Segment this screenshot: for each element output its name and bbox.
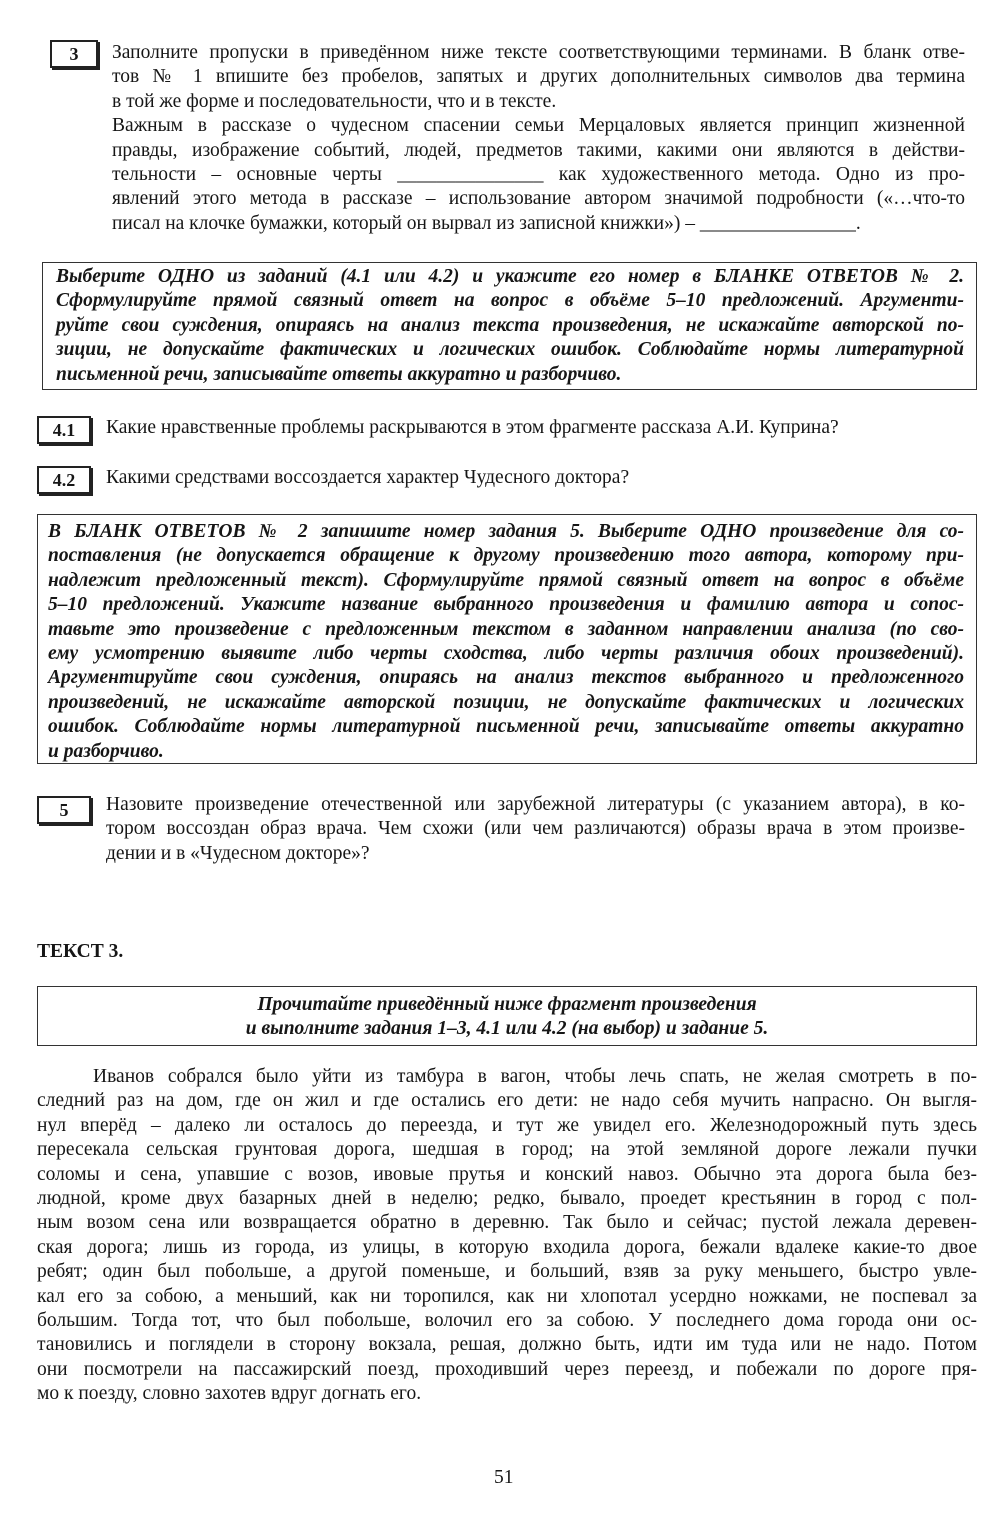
task-3-number-box: 3: [50, 40, 98, 68]
text-line: ошибок. Соблюдайте нормы литературной письменной речи, записывайте ответы аккуратно: [48, 716, 964, 738]
text-line: ным возом сена или возвращается обратно в деревню. Так было и сейчас; пустой лежала деревен-: [37, 1212, 977, 1234]
text-line: ская дорога; лишь из города, из улицы, в которую входила дорога, бежали вдалеке какие-то двое: [37, 1236, 977, 1258]
text-line: тавьте это произведение с предложенным текстом в заданном направлении анализа (по сво-: [48, 618, 964, 640]
text-line: нул вперёд – далеко ли осталось до переезда, и тут же увидел его. Железнодорожный путь здесь: [37, 1114, 977, 1136]
text-line: Сформулируйте прямой связный ответ на вопрос в объёме 5–10 предложений. Аргументи-: [56, 290, 964, 312]
text-line: людной, кроме двух базарных дней в неделю; редко, бывало, проедет крестьянин в город с пол-: [37, 1187, 977, 1209]
text-line: Выберите ОДНО из заданий (4.1 или 4.2) и укажите его номер в БЛАНКЕ ОТВЕТОВ № 2.: [56, 266, 964, 287]
text-line: они посмотрели на пассажирский поезд, проходивший через переезд, и побежали по дороге пря-: [37, 1358, 977, 1380]
text-line: Назовите произведение отечественной или зарубежной литературы (с указанием автора), в ко-: [106, 794, 965, 815]
text-line: тановились и поглядели в сторону вокзала, решая, должно быть, идти им туда или не надо. Потом: [37, 1334, 977, 1356]
text-line: произведений, не искажайте авторской позиции, не допускайте фактических и логических: [48, 691, 964, 713]
text-line: Прочитайте приведённый ниже фрагмент произведения: [257, 994, 757, 1015]
text-3-heading: ТЕКСТ 3.: [37, 941, 124, 962]
instructions-4-text: [56, 265, 964, 387]
text-line: соломы и сена, упавшие с возов, ивовые прутья и конский навоз. Обычно эта дорога была без-: [37, 1163, 977, 1185]
text-3-instruction: [37, 993, 977, 1042]
task-4-1-question: Какие нравственные проблемы раскрываются в этом фрагменте рассказа А.И. Куприна?: [106, 417, 839, 438]
text-line: дении и в «Чудесном докторе»?: [106, 842, 370, 864]
task-4-2-number-box: 4.2: [37, 466, 91, 494]
text-line: мо к поезду, словно захотев вдруг догнать его.: [37, 1383, 422, 1405]
text-line: зиции, не допускайте фактических и логических ошибок. Соблюдайте нормы литературной: [56, 339, 964, 361]
text-line: В БЛАНК ОТВЕТОВ № 2 запишите номер задания 5. Выберите ОДНО произведение для со-: [48, 521, 964, 542]
text-line: правды, изображение событий, людей, предметов такими, какими они являются в действи-: [112, 139, 965, 161]
text-line: тов № 1 впишите без пробелов, запятых и других дополнительных символов два термина: [112, 66, 965, 88]
text-line: кал его за собою, а меньший, как ни торопился, как ни хлопотал усердно ножками, не поспевал за: [37, 1285, 977, 1307]
text-line: тором воссоздан образ врача. Чем схожи (или чем различаются) образы врача в этом произве-: [106, 818, 965, 840]
text-line: тельности – основные черты _______________ как художественного метода. Одно из про-: [112, 163, 965, 185]
text-line: Заполните пропуски в приведённом ниже тексте соответствующими терминами. В бланк отве-: [112, 42, 965, 63]
task-5-number-box: 5: [37, 796, 91, 824]
text-3-paragraph: [37, 1065, 977, 1406]
instructions-5-text: [48, 520, 964, 764]
text-line: большим. Тогда тот, что был побольше, волочил его за собою. У последнего дома города они ос-: [37, 1309, 977, 1331]
page-number: 51: [494, 1467, 514, 1488]
text-line: в той же форме и последовательности, что и в тексте.: [112, 90, 557, 112]
task-4-2-question: Какими средствами воссоздается характер Чудесного доктора?: [106, 467, 630, 488]
text-line: руйте свои суждения, опираясь на анализ текста произведения, не искажайте авторской по-: [56, 314, 964, 336]
text-line: Важным в рассказе о чудесном спасении семьи Мерцаловых является принцип жизненной: [112, 115, 965, 137]
text-line: писал на клочке бумажки, который он вырвал из записной книжки») – ________________.: [112, 212, 861, 234]
task-5-text: [106, 793, 965, 866]
text-line: ребят; один был побольше, а другой поменьше, и больший, взяв за руку меньшего, быстро увле-: [37, 1261, 977, 1283]
task-4-1-number-box: 4.1: [37, 416, 91, 444]
task-3-text: [112, 41, 965, 236]
text-line: пересекала сельская грунтовая дорога, шедшая в город; на этой земляной дороге лежали пучки: [37, 1139, 977, 1161]
text-line: явлений этого метода в рассказе – использование автором значимой подробности («…что-то: [112, 188, 965, 210]
text-line: надлежит предложенный текст). Сформулируйте прямой связный ответ на вопрос в объёме: [48, 569, 964, 591]
text-line: письменной речи, записывайте ответы аккуратно и разборчиво.: [56, 363, 622, 385]
text-line: Иванов собрался было уйти из тамбура в вагон, чтобы лечь спать, не желая смотреть в по-: [93, 1066, 977, 1087]
text-line: и разборчиво.: [48, 740, 164, 762]
text-line: следний раз на дом, где он жил и где остались его дети: не надо себя мучить напрасно. Он выгля-: [37, 1090, 977, 1112]
text-line: Аргументируйте свои суждения, опираясь на анализ текстов выбранного и предложенного: [48, 667, 964, 689]
text-line: поставления (не допускается обращение к другому произведению того автора, которому при-: [48, 545, 964, 567]
text-line: и выполните задания 1–3, 4.1 или 4.2 (на выбор) и задание 5.: [245, 1018, 769, 1040]
text-line: ему усмотрению выявите либо черты сходства, либо черты различия обоих произведений).: [48, 642, 964, 664]
text-line: 5–10 предложений. Укажите название выбранного произведения и фамилию автора и сопос-: [48, 594, 964, 616]
